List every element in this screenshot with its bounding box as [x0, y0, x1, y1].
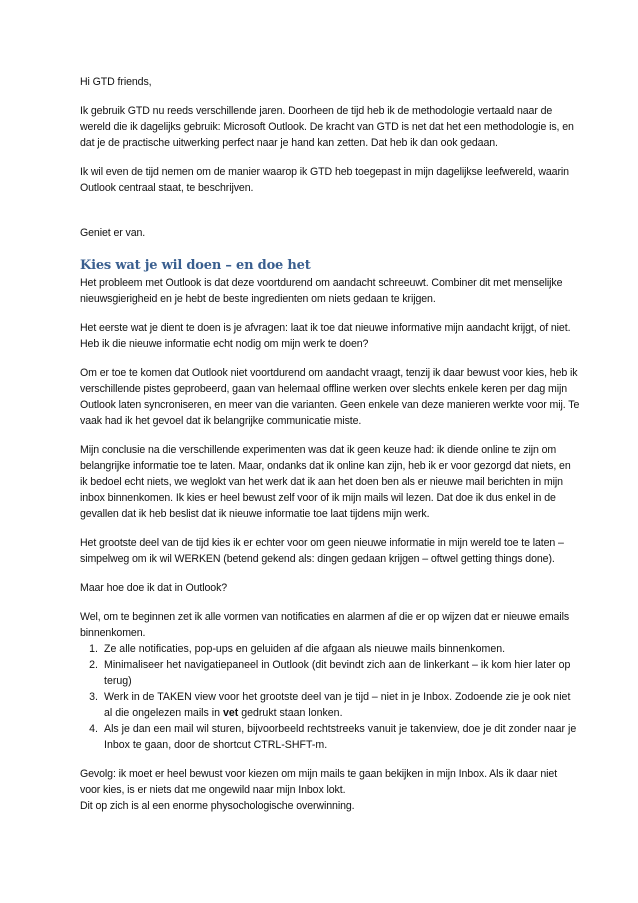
intro-paragraph: Ik wil even de tijd nemen om de manier waarop ik GTD heb toegepast in mijn dagelijkse leefwereld, waarin Outlook centraal staat, te beschrijven. — [80, 166, 569, 194]
list-item-text-part: Werk in de TAKEN view voor het grootste deel van je tijd – niet in je Inbox. Zodoende zie je ook niet al die ongelezen mails in — [104, 691, 571, 719]
conclusion-line: Dit op zich is al een enorme physochologische overwinning. — [80, 800, 355, 812]
list-item-text: Als je dan een mail wil sturen, bijvoorbeeld rechtstreeks vanuit je takenview, doe je dit zonder naar je Inbox te gaan, door de shortcut CTRL-SHFT-m. — [104, 723, 577, 751]
greeting: Hi GTD friends, — [80, 76, 152, 88]
list-item — [80, 721, 580, 753]
document-page — [80, 74, 580, 814]
bold-word: vet — [222, 707, 239, 719]
section-heading: Kies wat je wil doen – en doe het — [80, 258, 311, 273]
list-item-number: 4. — [89, 723, 98, 735]
body-paragraph: Mijn conclusie na die verschillende experimenten was dat ik geen keuze had: ik diende online te zijn om belangrijke informatie toe te laten. Maar, ondanks dat ik online kan zijn, heb ik er voor gezorgd dat niets, en ik bedoel echt niets, we weglokt van het werk dat ik aan het doen ben als er nieuwe mail berichten in mijn inbox binnenkomen. Ik kies er heel bewust zelf voor of ik mijn mails wil lezen. Dat doe ik dus enkel in de gevallen dat ik heb beslist dat ik nieuwe informatie toe laat tijdens mijn werk. — [80, 444, 571, 520]
body-paragraph: Het grootste deel van de tijd kies ik er echter voor om geen nieuwe informatie in mijn wereld toe te laten – simpelweg om ik wil WERKEN (betend gekend als: dingen gedaan krijgen – oftwel getting things done). — [80, 537, 564, 565]
list-item-text-part: gedrukt staan lonken. — [238, 707, 343, 719]
body-paragraph: Het eerste wat je dient te doen is je afvragen: laat ik toe dat nieuwe informative mijn aandacht krijgt, of niet. Heb ik die nieuwe informatie echt nodig om mijn werk te doen? — [80, 322, 571, 350]
body-paragraph: Om er toe te komen dat Outlook niet voortdurend om aandacht vraagt, tenzij ik daar bewust voor kies, heb ik verschillende pistes geprobeerd, gaan van helemaal offline werken over slechts enkele keren per dag mijn Outlook laten syncroniseren, en meer van die varianten. Geen enkele van deze manieren werkte voor mij. Te vaak had ik het gevoel dat ik belangrijke communicatie miste. — [80, 367, 580, 427]
list-item-number: 3. — [89, 691, 98, 703]
list-item — [80, 657, 580, 689]
body-paragraph: Maar hoe doe ik dat in Outlook? — [80, 582, 228, 594]
list-item-text — [104, 689, 580, 721]
conclusion-line: Gevolg: ik moet er heel bewust voor kiezen om mijn mails te gaan bekijken in mijn Inbox. Als ik daar niet voor kies, is er niets dat me ongewild naar mijn Inbox lokt. — [80, 768, 558, 796]
body-paragraph: Het probleem met Outlook is dat deze voortdurend om aandacht schreeuwt. Combiner dit met menselijke nieuwsgierigheid en je hebt de beste ingredienten om niets gedaan te krijgen. — [80, 277, 563, 305]
list-item-text: Ze alle notificaties, pop-ups en geluiden af die afgaan als nieuwe mails binnenkomen. — [104, 643, 506, 655]
list-item-text: Minimaliseer het navigatiepaneel in Outlook (dit bevindt zich aan de linkerkant – ik kom hier later op terug) — [104, 659, 571, 687]
list-item-number: 1. — [89, 643, 98, 655]
list-item — [80, 689, 580, 721]
steps-list — [80, 641, 580, 753]
list-item-number: 2. — [89, 659, 98, 671]
intro-paragraph: Ik gebruik GTD nu reeds verschillende jaren. Doorheen de tijd heb ik de methodologie vertaald naar de wereld die ik dagelijks gebruik: Microsoft Outlook. De kracht van GTD is net dat het een methodologie is, en dat je de practische uitwerking perfect naar je hand kan zetten. Dat heb ik dan ook gedaan. — [80, 105, 574, 149]
closing-intro: Geniet er van. — [80, 227, 146, 239]
list-item — [80, 641, 580, 657]
body-paragraph: Wel, om te beginnen zet ik alle vormen van notificaties en alarmen af die er op wijzen dat er nieuwe emails binnenkomen. — [80, 611, 570, 639]
